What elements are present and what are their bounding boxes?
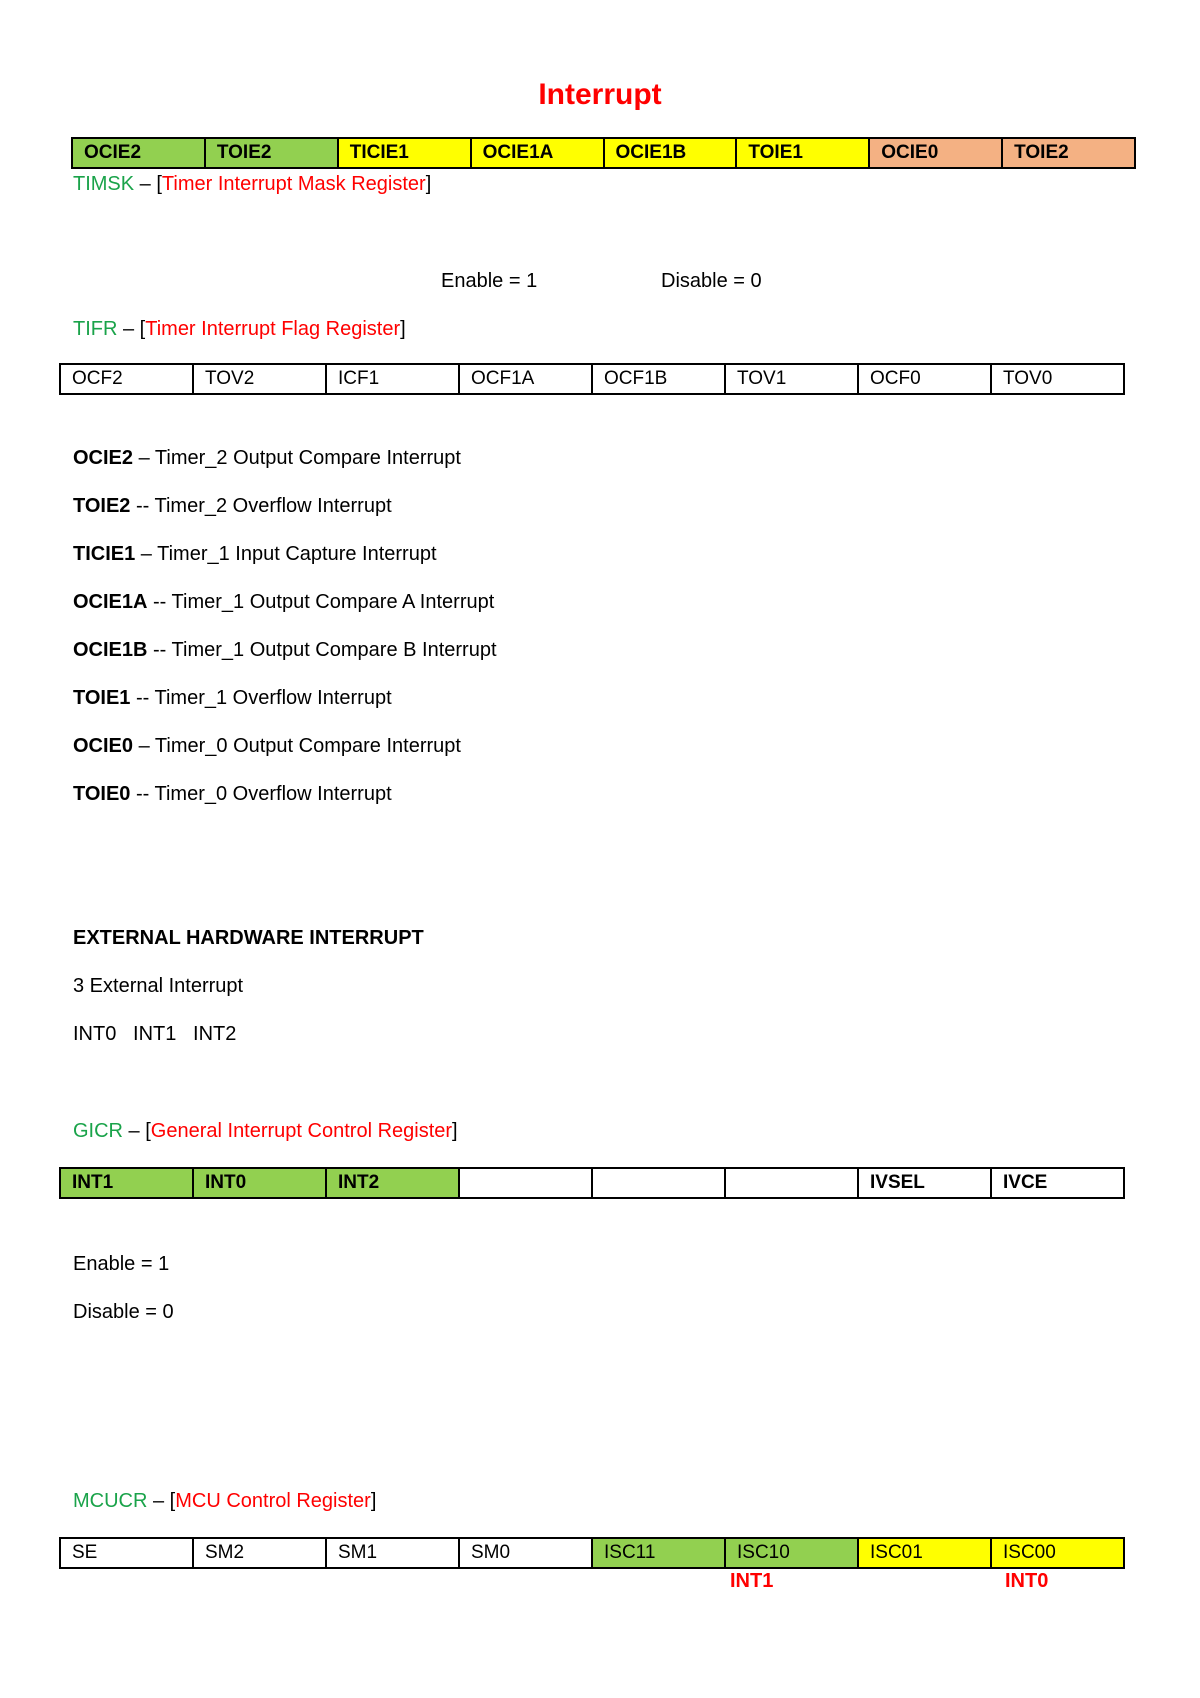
int0-label: INT0 (1005, 1570, 1049, 1592)
gicr-close: ] (452, 1120, 458, 1142)
int1-label: INT1 (730, 1570, 774, 1592)
definition-desc: Timer_0 Output Compare Interrupt (154, 735, 461, 757)
enable-text-2: Enable = 1 (73, 1253, 170, 1275)
timsk-bit-7: OCIE2 (73, 139, 206, 167)
timsk-caption (73, 173, 431, 196)
definition-term: OCIE0 (73, 735, 134, 757)
mcucr-bit-5: SM1 (327, 1539, 460, 1567)
definition-item (73, 591, 494, 614)
definition-item (73, 543, 437, 566)
page-title: Interrupt (538, 78, 662, 111)
mcucr-caption (73, 1490, 376, 1513)
mcucr-bit-0: ISC00 (992, 1539, 1123, 1567)
definition-sep: – (135, 543, 158, 565)
tifr-register (59, 363, 1125, 395)
definition-term: TOIE1 (73, 687, 131, 709)
definition-term: OCIE1B (73, 639, 148, 661)
gicr-bit-6: INT0 (194, 1169, 327, 1197)
timsk-bit-6: TOIE2 (206, 139, 339, 167)
gicr-dash: – [ (123, 1120, 151, 1142)
timsk-bit-2: TOIE1 (737, 139, 870, 167)
definition-desc: Timer_2 Output Compare Interrupt (154, 447, 461, 469)
definition-item (73, 783, 392, 806)
definition-sep: – (133, 447, 155, 469)
tifr-close: ] (400, 318, 406, 340)
mcucr-dash: – [ (147, 1490, 176, 1512)
tifr-bit-0: TOV0 (1003, 368, 1053, 389)
mcucr-bit-4: SM0 (460, 1539, 593, 1567)
definition-sep: -- (147, 639, 172, 661)
mcucr-bit-6: SM2 (194, 1539, 327, 1567)
definition-term: TICIE1 (73, 543, 136, 565)
gicr-bit-2 (726, 1169, 859, 1197)
external-count: 3 External Interrupt (73, 975, 244, 997)
gicr-bit-4 (460, 1169, 593, 1197)
gicr-register (59, 1167, 1125, 1199)
disable-text-1: Disable = 0 (661, 270, 762, 292)
mcucr-bit-2: ISC10 (726, 1539, 859, 1567)
definition-term: TOIE0 (73, 783, 131, 805)
tifr-bit-6: TOV2 (194, 365, 327, 393)
gicr-full-name: General Interrupt Control Register (150, 1120, 453, 1142)
timsk-name: TIMSK (73, 173, 135, 195)
definition-sep: -- (147, 591, 172, 613)
timsk-dash: – [ (134, 173, 162, 195)
gicr-bit-3 (593, 1169, 726, 1197)
mcucr-close: ] (370, 1490, 377, 1512)
enable-text-1: Enable = 1 (441, 270, 538, 292)
external-heading: EXTERNAL HARDWARE INTERRUPT (73, 927, 424, 949)
gicr-bit-5: INT2 (327, 1169, 460, 1197)
tifr-name: TIFR (73, 318, 118, 340)
gicr-bit-1: IVSEL (859, 1169, 992, 1197)
mcucr-full-name: MCU Control Register (175, 1490, 371, 1512)
timsk-close: ] (425, 173, 432, 195)
definition-sep: – (133, 735, 155, 757)
timsk-bit-0: TOIE2 (1003, 139, 1134, 167)
definition-term: OCIE1A (73, 591, 148, 613)
timsk-full-name: Timer Interrupt Mask Register (161, 173, 426, 195)
gicr-caption (73, 1120, 458, 1143)
tifr-bit-7: OCF2 (61, 365, 194, 393)
disable-text-2: Disable = 0 (73, 1301, 174, 1323)
tifr-full-name: Timer Interrupt Flag Register (145, 318, 401, 340)
tifr-dash: – [ (117, 318, 146, 340)
timsk-bit-3: OCIE1B (605, 139, 738, 167)
timsk-bit-1: OCIE0 (870, 139, 1003, 167)
mcucr-bit-1: ISC01 (859, 1539, 992, 1567)
definition-item (73, 447, 461, 470)
definition-term: OCIE2 (73, 447, 134, 469)
timsk-register (71, 137, 1136, 169)
tifr-caption (73, 318, 406, 341)
mcucr-bit-3: ISC11 (593, 1539, 726, 1567)
definition-item (73, 639, 497, 662)
definition-item (73, 495, 392, 518)
definition-desc: Timer_1 Input Capture Interrupt (157, 543, 437, 565)
mcucr-name: MCUCR (73, 1490, 148, 1512)
gicr-bit-7: INT1 (61, 1169, 194, 1197)
gicr-bit-0: IVCE (992, 1169, 1123, 1197)
definition-item (73, 687, 392, 710)
tifr-bit-2: TOV1 (726, 365, 859, 393)
definition-sep: -- (130, 687, 155, 709)
mcucr-register (59, 1537, 1125, 1569)
definition-term: TOIE2 (73, 495, 131, 517)
definition-desc: Timer_2 Overflow Interrupt (154, 495, 392, 517)
timsk-bit-5: TICIE1 (339, 139, 472, 167)
gicr-name: GICR (73, 1120, 123, 1142)
definition-sep: -- (130, 495, 155, 517)
definition-item (73, 735, 461, 758)
timsk-bit-4: OCIE1A (472, 139, 605, 167)
tifr-bit-3: OCF1B (593, 365, 726, 393)
definition-sep: -- (130, 783, 155, 805)
external-list: INT0 INT1 INT2 (73, 1023, 237, 1045)
definition-desc: Timer_0 Overflow Interrupt (154, 783, 392, 805)
tifr-bit-5: ICF1 (327, 365, 460, 393)
definition-desc: Timer_1 Output Compare A Interrupt (171, 591, 495, 613)
definition-desc: Timer_1 Overflow Interrupt (154, 687, 392, 709)
tifr-bit-1: OCF0 (859, 365, 992, 393)
mcucr-bit-7: SE (61, 1539, 194, 1567)
tifr-bit-4: OCF1A (460, 365, 593, 393)
definition-desc: Timer_1 Output Compare B Interrupt (171, 639, 497, 661)
